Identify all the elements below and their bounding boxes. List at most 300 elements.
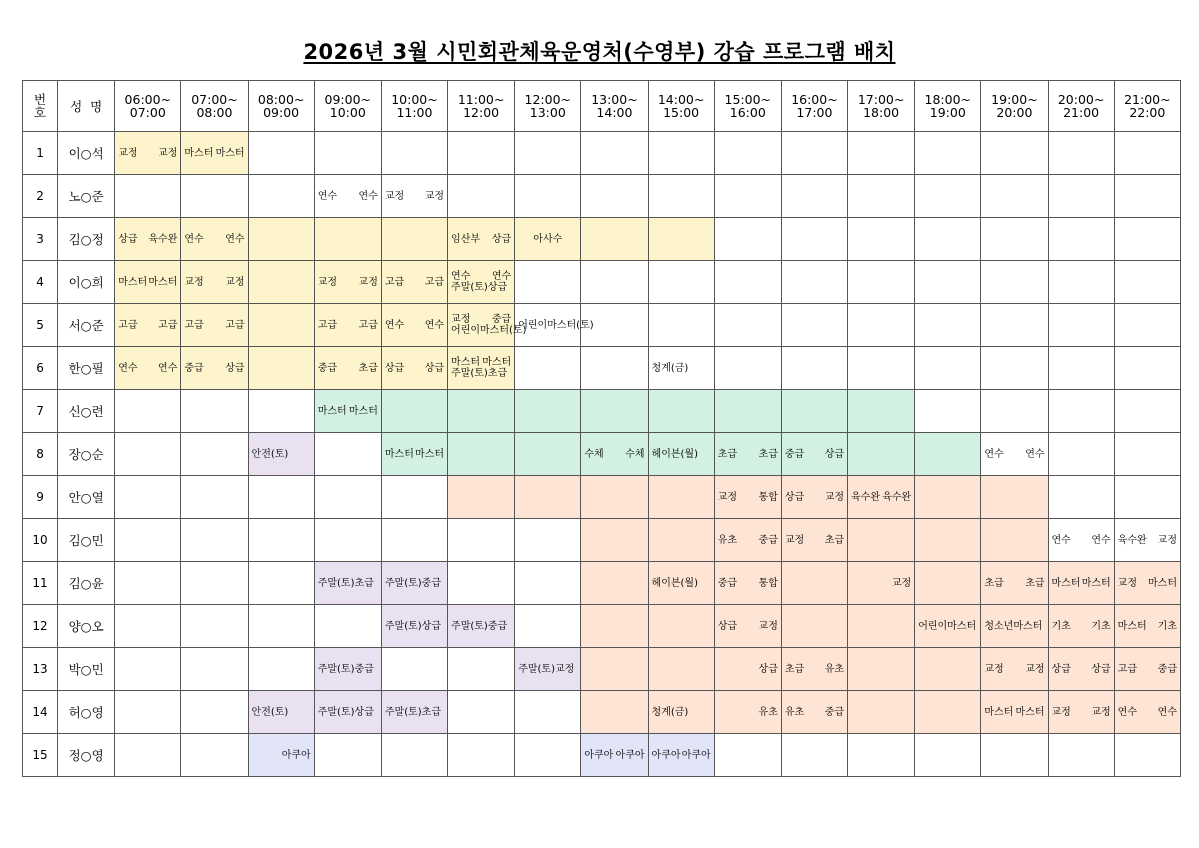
schedule-cell (248, 347, 314, 390)
schedule-cell (915, 132, 981, 175)
schedule-cell (1114, 261, 1180, 304)
slot-end: 12:00 (463, 105, 500, 120)
slot-start: 14:00~ (657, 92, 705, 107)
class-label: 교정 (717, 491, 738, 503)
class-label: 고급 (1117, 663, 1137, 675)
schedule-cell (448, 175, 515, 218)
schedule-cell (448, 648, 515, 691)
class-label: 마스터 (1081, 577, 1111, 589)
schedule-cell (581, 562, 648, 605)
class-label: 헤이븐(월) (651, 448, 698, 460)
schedule-cell (314, 691, 381, 734)
table-row (23, 476, 1181, 519)
class-label: 유초 (784, 706, 805, 718)
header-row (23, 81, 1181, 132)
schedule-cell (248, 734, 314, 777)
schedule-cell (515, 605, 581, 648)
class-label: 주말(토)초급 (384, 706, 441, 718)
schedule-cell (314, 562, 381, 605)
schedule-cell (1048, 476, 1114, 519)
schedule-cell (181, 476, 248, 519)
schedule-cell (781, 175, 847, 218)
schedule-cell (915, 562, 981, 605)
schedule-cell (181, 734, 248, 777)
schedule-cell (915, 390, 981, 433)
class-label: 고급 (158, 319, 178, 331)
slot-end: 18:00 (863, 105, 900, 120)
schedule-cell (648, 476, 714, 519)
class-label: 주말(토)초급 (451, 368, 508, 379)
schedule-cell (1114, 648, 1180, 691)
class-label: 상급 (717, 620, 738, 632)
row-number: 11 (23, 562, 58, 605)
instructor-name: 김○민 (58, 519, 115, 562)
schedule-cell (248, 175, 314, 218)
schedule-cell (781, 132, 847, 175)
schedule-cell (448, 519, 515, 562)
schedule-cell (981, 734, 1048, 777)
class-label: 마스터 (1148, 577, 1177, 589)
schedule-cell (181, 175, 248, 218)
schedule-cell (981, 648, 1048, 691)
header-slot (848, 81, 915, 132)
schedule-cell (381, 562, 447, 605)
class-label: 상급 (1051, 663, 1071, 675)
class-label: 기초 (1091, 620, 1111, 632)
table-row (23, 132, 1181, 175)
schedule-cell (381, 175, 447, 218)
schedule-cell (248, 519, 314, 562)
slot-start: 16:00~ (791, 92, 838, 107)
schedule-cell (581, 691, 648, 734)
slot-end: 16:00 (729, 105, 766, 120)
slot-start: 09:00~ (324, 92, 372, 107)
schedule-cell (915, 691, 981, 734)
schedule-cell (648, 562, 714, 605)
schedule-cell (714, 433, 781, 476)
class-label: 마스터 (1117, 620, 1147, 632)
class-label: 고급 (184, 319, 204, 331)
schedule-cell (115, 476, 181, 519)
schedule-cell (714, 605, 781, 648)
class-label: 임산부 (451, 233, 481, 245)
class-label: 주말(토)중급 (384, 577, 441, 589)
class-label: 중급 (491, 314, 512, 325)
schedule-cell (515, 347, 581, 390)
schedule-cell (981, 304, 1048, 347)
class-label: 초급 (1025, 577, 1045, 589)
schedule-cell (915, 304, 981, 347)
class-label: 초급 (784, 663, 805, 675)
schedule-cell (515, 648, 581, 691)
schedule-cell (181, 605, 248, 648)
class-label: 연수 (1051, 534, 1071, 546)
table-row (23, 691, 1181, 734)
schedule-cell (314, 218, 381, 261)
schedule-cell (1048, 261, 1114, 304)
schedule-cell (714, 519, 781, 562)
schedule-cell (1048, 175, 1114, 218)
row-number: 5 (23, 304, 58, 347)
slot-end: 10:00 (329, 105, 366, 120)
slot-end: 13:00 (529, 105, 566, 120)
schedule-cell (1114, 218, 1180, 261)
class-label: 상급 (758, 663, 778, 675)
class-label: 주말(토)초급 (317, 577, 374, 589)
schedule-cell (381, 347, 447, 390)
schedule-cell (181, 562, 248, 605)
schedule-cell (248, 433, 314, 476)
schedule-cell (981, 519, 1048, 562)
class-label: 교정 (1051, 706, 1071, 718)
table-row (23, 261, 1181, 304)
class-label: 청계(금) (651, 706, 689, 718)
class-label: 교정 (1025, 663, 1045, 675)
schedule-cell (515, 476, 581, 519)
class-label: 중급 (317, 362, 338, 374)
class-label: 교정 (118, 147, 138, 159)
schedule-cell (314, 734, 381, 777)
schedule-cell (981, 347, 1048, 390)
class-label: 통합 (758, 577, 778, 589)
schedule-cell (981, 175, 1048, 218)
row-number: 12 (23, 605, 58, 648)
schedule-cell (448, 390, 515, 433)
schedule-cell (581, 175, 648, 218)
schedule-cell (314, 648, 381, 691)
schedule-cell (314, 390, 381, 433)
schedule-cell (714, 476, 781, 519)
class-label: 마스터 (415, 448, 445, 460)
schedule-cell (648, 605, 714, 648)
schedule-cell (381, 132, 447, 175)
slot-end: 11:00 (396, 105, 433, 120)
page-title: 2026년 3월 시민회관체육운영처(수영부) 강습 프로그램 배치 (303, 40, 896, 64)
schedule-cell (781, 519, 847, 562)
row-number: 2 (23, 175, 58, 218)
slot-start: 18:00~ (924, 92, 972, 107)
schedule-cell (181, 519, 248, 562)
class-label: 마스터 (1015, 706, 1045, 718)
class-label: 아쿠아 (681, 749, 711, 761)
schedule-cell (581, 218, 648, 261)
schedule-cell (381, 218, 447, 261)
schedule-cell (381, 691, 447, 734)
class-label: 상급 (784, 491, 805, 503)
class-label: 고급 (384, 276, 405, 288)
schedule-cell (515, 734, 581, 777)
schedule-cell (714, 132, 781, 175)
schedule-cell (781, 562, 847, 605)
class-label: 연수 (358, 190, 378, 202)
row-number: 9 (23, 476, 58, 519)
schedule-cell (181, 691, 248, 734)
schedule-cell (848, 519, 915, 562)
schedule-cell (781, 476, 847, 519)
class-label: 수체 (584, 448, 604, 460)
class-label: 초급 (358, 362, 378, 374)
schedule-cell (314, 433, 381, 476)
slot-start: 06:00~ (124, 92, 172, 107)
class-label: 주말(토)중급 (317, 663, 374, 675)
schedule-cell (714, 347, 781, 390)
slot-start: 19:00~ (991, 92, 1038, 107)
schedule-cell (1114, 691, 1180, 734)
schedule-cell (1114, 132, 1180, 175)
class-label: 주말(토)상급 (384, 620, 441, 632)
schedule-cell (1048, 390, 1114, 433)
instructor-name: 김○정 (58, 218, 115, 261)
schedule-cell (1114, 562, 1180, 605)
header-slot (781, 81, 847, 132)
schedule-cell (314, 304, 381, 347)
schedule-cell (248, 132, 314, 175)
schedule-cell (781, 734, 847, 777)
table-row (23, 648, 1181, 691)
row-number: 6 (23, 347, 58, 390)
schedule-cell (581, 519, 648, 562)
schedule-cell (181, 648, 248, 691)
schedule-cell (848, 132, 915, 175)
schedule-cell (314, 476, 381, 519)
row-number: 1 (23, 132, 58, 175)
schedule-cell (581, 347, 648, 390)
row-number: 10 (23, 519, 58, 562)
class-label: 교정 (1117, 577, 1137, 589)
class-label: 아사수 (533, 233, 563, 245)
slot-start: 11:00~ (457, 92, 505, 107)
class-label: 아쿠아 (584, 749, 614, 761)
schedule-cell (515, 691, 581, 734)
class-label: 어린이마스터(토) (518, 319, 594, 331)
schedule-cell (515, 261, 581, 304)
schedule-cell (648, 390, 714, 433)
schedule-cell (648, 132, 714, 175)
schedule-cell (115, 519, 181, 562)
schedule-cell (981, 132, 1048, 175)
class-label: 연수 (158, 362, 178, 374)
slot-end: 19:00 (929, 105, 966, 120)
schedule-cell (848, 691, 915, 734)
table-row (23, 433, 1181, 476)
schedule-cell (314, 132, 381, 175)
schedule-cell (1114, 175, 1180, 218)
header-slot (981, 81, 1048, 132)
schedule-cell (1114, 605, 1180, 648)
instructor-name: 신○련 (58, 390, 115, 433)
header-slot (314, 81, 381, 132)
schedule-cell (115, 261, 181, 304)
class-label: 상급 (384, 362, 405, 374)
slot-start: 12:00~ (524, 92, 572, 107)
schedule-cell (381, 476, 447, 519)
class-label: 상급 (1091, 663, 1111, 675)
schedule-cell (314, 175, 381, 218)
schedule-cell (648, 347, 714, 390)
schedule-cell (714, 261, 781, 304)
slot-end: 22:00 (1129, 105, 1166, 120)
schedule-cell (915, 433, 981, 476)
schedule-cell (981, 691, 1048, 734)
schedule-cell (581, 261, 648, 304)
schedule-cell (1048, 734, 1114, 777)
schedule-cell (581, 390, 648, 433)
schedule-cell (115, 648, 181, 691)
schedule-cell (848, 304, 915, 347)
instructor-name: 서○준 (58, 304, 115, 347)
schedule-cell (448, 433, 515, 476)
class-label: 마스터 (118, 276, 148, 288)
row-number: 13 (23, 648, 58, 691)
class-label: 마스터 (1051, 577, 1081, 589)
schedule-cell (1048, 562, 1114, 605)
schedule-cell (381, 519, 447, 562)
class-label: 어린이마스터 (918, 620, 977, 632)
schedule-cell (648, 218, 714, 261)
instructor-name: 허○영 (58, 691, 115, 734)
slot-start: 13:00~ (591, 92, 638, 107)
class-label: 교정 (1157, 534, 1177, 546)
header-slot (648, 81, 714, 132)
schedule-cell (714, 390, 781, 433)
schedule-cell (648, 734, 714, 777)
schedule-cell (515, 304, 594, 347)
class-label: 중급 (784, 448, 805, 460)
instructor-name: 정○영 (58, 734, 115, 777)
class-label: 교정 (358, 276, 378, 288)
slot-start: 07:00~ (191, 92, 238, 107)
class-label: 교정 (984, 663, 1004, 675)
class-label: 초급 (717, 448, 738, 460)
class-label: 마스터 (348, 405, 378, 417)
schedule-cell (181, 347, 248, 390)
table-row (23, 605, 1181, 648)
class-label: 상급 (824, 448, 845, 460)
schedule-cell (848, 261, 915, 304)
schedule-cell (381, 605, 447, 648)
schedule-cell (1048, 648, 1114, 691)
schedule-cell (848, 734, 915, 777)
schedule-cell (448, 347, 515, 390)
schedule-cell (381, 304, 447, 347)
class-label: 교정 (784, 534, 805, 546)
schedule-cell (848, 347, 915, 390)
class-label: 마스터 (184, 147, 214, 159)
class-label: 유초 (717, 534, 738, 546)
instructor-name: 노○준 (58, 175, 115, 218)
class-label: 중급 (717, 577, 738, 589)
slot-start: 20:00~ (1057, 92, 1105, 107)
schedule-cell (115, 390, 181, 433)
schedule-cell (1048, 519, 1114, 562)
table-row (23, 734, 1181, 777)
schedule-cell (1048, 605, 1114, 648)
schedule-cell (1114, 347, 1180, 390)
class-label: 초급 (758, 448, 778, 460)
schedule-cell (915, 347, 981, 390)
schedule-cell (781, 691, 847, 734)
header-slot (915, 81, 981, 132)
schedule-cell (648, 261, 714, 304)
class-label: 육수완 (851, 491, 880, 503)
class-label: 상급 (118, 233, 138, 245)
schedule-cell (515, 390, 581, 433)
schedule-cell (581, 433, 648, 476)
schedule-cell (648, 691, 714, 734)
schedule-cell (714, 304, 781, 347)
instructor-name: 박○민 (58, 648, 115, 691)
schedule-cell (448, 218, 515, 261)
row-number: 14 (23, 691, 58, 734)
schedule-cell (848, 562, 915, 605)
class-label: 주말(토)상급 (451, 282, 508, 293)
schedule-cell (981, 390, 1048, 433)
schedule-cell (1114, 433, 1180, 476)
class-label: 교정 (1091, 706, 1111, 718)
schedule-cell (314, 519, 381, 562)
schedule-cell (248, 648, 314, 691)
class-label: 육수완 (148, 233, 178, 245)
schedule-cell (781, 390, 847, 433)
schedule-cell (1048, 304, 1114, 347)
schedule-cell (648, 648, 714, 691)
schedule-cell (915, 476, 981, 519)
slot-end: 15:00 (663, 105, 700, 120)
class-label: 교정 (451, 314, 471, 325)
schedule-cell (248, 218, 314, 261)
schedule-cell (448, 304, 527, 347)
schedule-cell (848, 605, 915, 648)
schedule-cell (248, 390, 314, 433)
schedule-cell (781, 648, 847, 691)
class-label: 중급 (184, 362, 204, 374)
class-label: 주말(토)상급 (317, 706, 374, 718)
class-label: 마스터 (984, 706, 1014, 718)
class-label: 주말(토)중급 (451, 620, 508, 632)
schedule-cell (648, 175, 714, 218)
schedule-table (22, 80, 1181, 777)
class-label: 연수 (317, 190, 338, 202)
class-label: 통합 (758, 491, 778, 503)
schedule-cell (1048, 132, 1114, 175)
schedule-cell (381, 734, 447, 777)
schedule-cell (781, 218, 847, 261)
class-label: 연수 (424, 319, 445, 331)
class-label: 연수 (1091, 534, 1111, 546)
schedule-cell (248, 605, 314, 648)
class-label: 아쿠아 (281, 749, 311, 761)
schedule-cell (915, 261, 981, 304)
schedule-cell (448, 605, 515, 648)
schedule-cell (115, 691, 181, 734)
table-row (23, 347, 1181, 390)
class-label: 유초 (824, 663, 845, 675)
schedule-cell (515, 433, 581, 476)
schedule-cell (248, 261, 314, 304)
schedule-cell (1048, 433, 1114, 476)
header-slot (381, 81, 447, 132)
slot-end: 17:00 (796, 105, 833, 120)
schedule-cell (115, 433, 181, 476)
schedule-cell (848, 648, 915, 691)
slot-start: 10:00~ (391, 92, 438, 107)
schedule-cell (115, 734, 181, 777)
slot-end: 08:00 (196, 105, 233, 120)
instructor-name: 이○석 (58, 132, 115, 175)
schedule-cell (515, 218, 581, 261)
class-label: 연수 (1117, 706, 1137, 718)
slot-start: 15:00~ (724, 92, 772, 107)
